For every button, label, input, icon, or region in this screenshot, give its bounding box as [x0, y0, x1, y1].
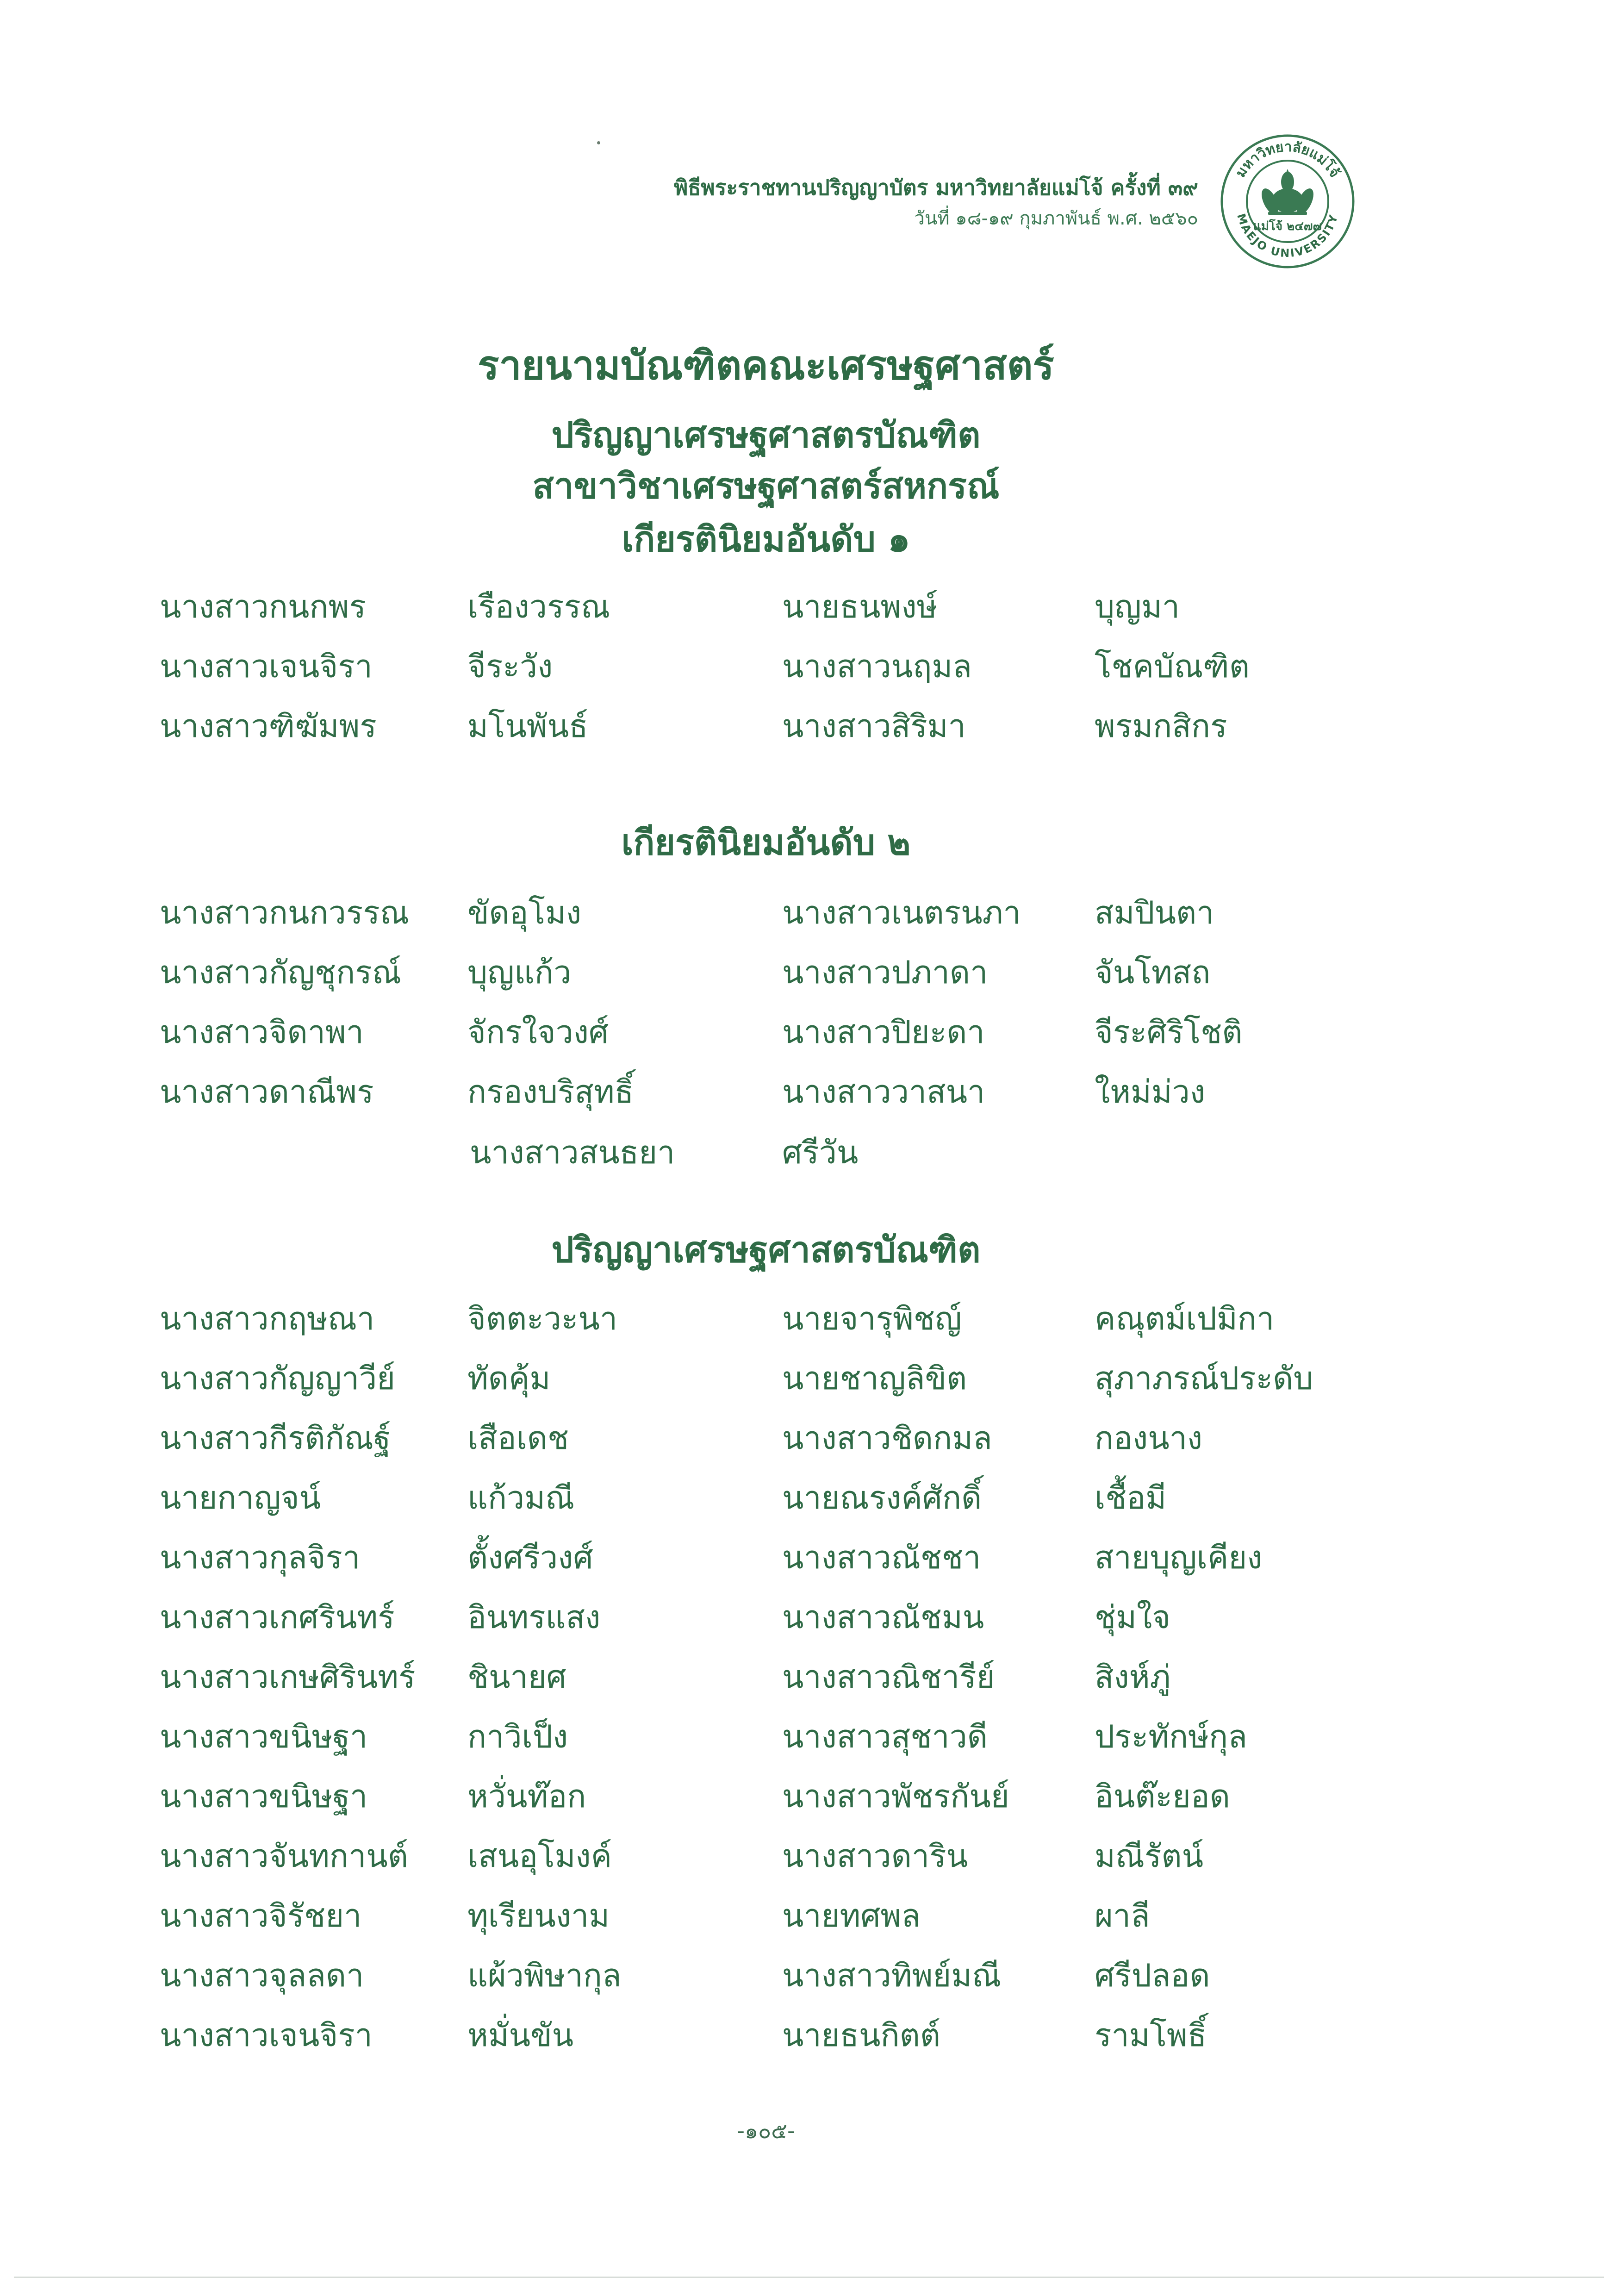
graduate-first-name: นางสาวสุชาวดี: [782, 1719, 988, 1755]
name-row: [0, 1834, 1618, 1893]
graduate-first-name: นางสาวดาณีพร: [160, 1074, 374, 1111]
graduate-surname: กองนาง: [1095, 1420, 1203, 1457]
name-row: [0, 1595, 1618, 1654]
name-row: [0, 1535, 1618, 1595]
svg-text:MAEJO UNIVERSITY: MAEJO UNIVERSITY: [1234, 212, 1341, 260]
graduate-surname: จิตตะวะนา: [467, 1301, 618, 1337]
graduate-first-name: นางสาวขนิษฐา: [160, 1719, 368, 1755]
graduate-first-name: นางสาวเจนจิรา: [160, 649, 373, 685]
graduate-first-name: นางสาวกฤษณา: [160, 1301, 375, 1337]
name-row: [0, 584, 1618, 644]
graduate-first-name: นางสาวกุลจิรา: [160, 1540, 361, 1576]
ceremony-title: พิธีพระราชทานปริญญาบัตร มหาวิทยาลัยแม่โจ้ ครั้งที่ ๓๙: [673, 175, 1198, 200]
graduate-first-name: นายทศพล: [782, 1898, 921, 1934]
degree-title: ปริญญาเศรษฐศาสตรบัณฑิต: [551, 414, 981, 455]
graduate-surname: สมปินตา: [1095, 895, 1214, 931]
ceremony-date: วันที่ ๑๘-๑๙ กุมภาพันธ์ พ.ศ. ๒๕๖๐: [914, 208, 1198, 229]
graduate-surname: เรืองวรรณ: [467, 589, 610, 625]
graduate-surname: แก้วมณี: [467, 1480, 575, 1516]
graduate-first-name: นางสาวทิพย์มณี: [782, 1958, 1002, 1994]
name-row: [0, 1356, 1618, 1416]
graduate-surname: รามโพธิ์: [1095, 2017, 1207, 2054]
graduate-surname: เสนอุโมงค์: [467, 1838, 612, 1875]
graduate-surname: อินต๊ะยอด: [1095, 1778, 1230, 1815]
graduate-surname: หวั่นท๊อก: [467, 1778, 586, 1815]
graduate-first-name: นางสาวกัญชุกรณ์: [160, 955, 401, 991]
graduate-first-name: นางสาวกีรติกัณฐ์: [160, 1420, 391, 1457]
graduate-surname: ชินายศ: [467, 1659, 566, 1696]
honors-2-last-surname: ศรีวัน: [782, 1135, 859, 1171]
graduate-first-name: นางสาวเนตรนภา: [782, 895, 1021, 931]
graduate-first-name: นางสาวกัญญาวีย์: [160, 1360, 396, 1397]
graduate-surname: พรมกสิกร: [1095, 708, 1227, 745]
graduate-surname: ทุเรียนงาม: [467, 1898, 610, 1934]
graduate-first-name: นางสาวดาริน: [782, 1838, 968, 1875]
graduate-first-name: นางสาววาสนา: [782, 1074, 985, 1111]
graduate-first-name: นางสาวปิยะดา: [782, 1014, 985, 1051]
graduate-surname: ตั้งศรีวงศ์: [467, 1540, 593, 1576]
name-row: [0, 644, 1618, 704]
major-title: สาขาวิชาเศรษฐศาสตร์สหกรณ์: [532, 465, 1000, 506]
graduate-surname: กรองบริสุทธิ์: [467, 1074, 634, 1111]
name-row: [0, 1774, 1618, 1834]
graduate-surname: กาวิเป็ง: [467, 1719, 568, 1755]
faculty-title: รายนามบัณฑิตคณะเศรษฐศาสตร์: [478, 343, 1054, 389]
university-seal-logo: [1218, 132, 1357, 271]
graduate-surname: ประทักษ์กุล: [1095, 1719, 1247, 1755]
honors-2-heading: เกียรตินิยมอันดับ ๒: [621, 822, 911, 863]
graduate-surname: เสือเดช: [467, 1420, 569, 1457]
name-row: [0, 1296, 1618, 1356]
graduate-first-name: นางสาวณิชารีย์: [782, 1659, 995, 1696]
graduate-surname: มโนพันธ์: [467, 708, 588, 745]
honors-2-name-list: [0, 890, 1618, 1129]
graduate-surname: จีระวัง: [467, 649, 553, 685]
graduate-first-name: นางสาวจุลลดา: [160, 1958, 364, 1994]
graduate-first-name: นายจารุพิชญ์: [782, 1301, 962, 1337]
graduate-surname: หมั่นขัน: [467, 2017, 574, 2054]
name-row: [0, 1475, 1618, 1535]
graduate-first-name: นางสาวจิดาพา: [160, 1014, 364, 1051]
name-row: [0, 1069, 1618, 1129]
graduate-surname: ขัดอุโมง: [467, 895, 582, 931]
graduate-first-name: นายธนพงษ์: [782, 589, 938, 625]
graduate-surname: ศรีปลอด: [1095, 1958, 1210, 1994]
name-row: [0, 2013, 1618, 2072]
name-row: [0, 1893, 1618, 1953]
graduate-surname: ชุ่มใจ: [1095, 1599, 1171, 1636]
graduate-first-name: นางสาวจันทกานต์: [160, 1838, 408, 1875]
ceremony-header: [674, 171, 1198, 233]
honors-1-name-list: [0, 584, 1618, 763]
name-row: [0, 1654, 1618, 1714]
graduate-surname: บุญมา: [1095, 589, 1180, 625]
graduate-first-name: นางสาวเจนจิรา: [160, 2017, 373, 2054]
graduate-first-name: นางสาวกนกวรรณ: [160, 895, 409, 931]
graduate-first-name: นางสาวณัชชา: [782, 1540, 981, 1576]
name-row: [0, 1010, 1618, 1069]
honors-1-heading: เกียรตินิยมอันดับ ๑: [622, 518, 910, 560]
degree-name-list: [0, 1296, 1618, 2072]
graduate-surname: มณีรัตน์: [1095, 1838, 1204, 1875]
graduate-surname: สุภาภรณ์ประดับ: [1095, 1360, 1313, 1397]
scan-bottom-edge: [14, 2277, 1604, 2278]
degree-section-heading: ปริญญาเศรษฐศาสตรบัณฑิต: [551, 1229, 981, 1270]
graduate-surname: จันโทสถ: [1095, 955, 1211, 991]
graduate-first-name: นางสาวพัชรกันย์: [782, 1778, 1009, 1815]
graduate-first-name: นางสาวชิดกมล: [782, 1420, 992, 1457]
graduate-first-name: นางสาวเกษศิรินทร์: [160, 1659, 416, 1696]
graduate-surname: สิงห์ภู่: [1095, 1659, 1171, 1696]
graduate-surname: ผาลี: [1095, 1898, 1150, 1934]
honors-2-last-first-name: นางสาวสนธยา: [470, 1135, 675, 1171]
graduate-surname: อินทรแสง: [467, 1599, 601, 1636]
svg-text:แม่โจ้ ๒๔๗๗: แม่โจ้ ๒๔๗๗: [1253, 219, 1322, 233]
name-row: [0, 704, 1618, 763]
name-row: [0, 1416, 1618, 1475]
graduate-first-name: นายธนกิตต์: [782, 2017, 940, 2054]
graduate-first-name: นางสาวกนกพร: [160, 589, 366, 625]
graduate-surname: จักรใจวงศ์: [467, 1014, 609, 1051]
svg-text:มหาวิทยาลัยแม่โจ้: มหาวิทยาลัยแม่โจ้: [1232, 138, 1343, 181]
graduate-surname: สายบุญเคียง: [1095, 1540, 1263, 1576]
graduate-surname: จีระศิริโชติ: [1095, 1014, 1243, 1051]
graduate-first-name: นายชาญลิขิต: [782, 1360, 967, 1397]
name-row: [0, 890, 1618, 950]
graduate-first-name: นางสาวนฤมล: [782, 649, 972, 685]
graduate-first-name: นางสาวขนิษฐา: [160, 1778, 368, 1815]
graduate-first-name: นางสาวจิรัชยา: [160, 1898, 362, 1934]
scan-speck: [597, 141, 600, 144]
graduate-surname: คณุตม์เปมิกา: [1095, 1301, 1275, 1337]
graduate-surname: ใหม่ม่วง: [1095, 1074, 1206, 1111]
graduate-first-name: นางสาวเกศรินทร์: [160, 1599, 395, 1636]
graduate-surname: แผ้วพิษากุล: [467, 1958, 622, 1994]
graduate-first-name: นางสาวณัชมน: [782, 1599, 984, 1636]
name-row: [0, 1714, 1618, 1774]
graduate-surname: เชื้อมี: [1095, 1480, 1167, 1516]
graduate-surname: ทัดคุ้ม: [467, 1360, 551, 1397]
graduate-first-name: นายณรงค์ศักดิ์: [782, 1480, 982, 1516]
graduate-first-name: นายกาญจน์: [160, 1480, 321, 1516]
name-row: [0, 1953, 1618, 2013]
page-number: -๑๐๕-: [737, 2118, 795, 2143]
graduate-first-name: นางสาวฑิฆัมพร: [160, 708, 377, 745]
graduate-first-name: นางสาวสิริมา: [782, 708, 966, 745]
graduate-surname: โชคบัณฑิต: [1095, 649, 1250, 685]
graduate-first-name: นางสาวปภาดา: [782, 955, 988, 991]
name-row: [0, 950, 1618, 1010]
graduate-surname: บุญแก้ว: [467, 955, 572, 991]
